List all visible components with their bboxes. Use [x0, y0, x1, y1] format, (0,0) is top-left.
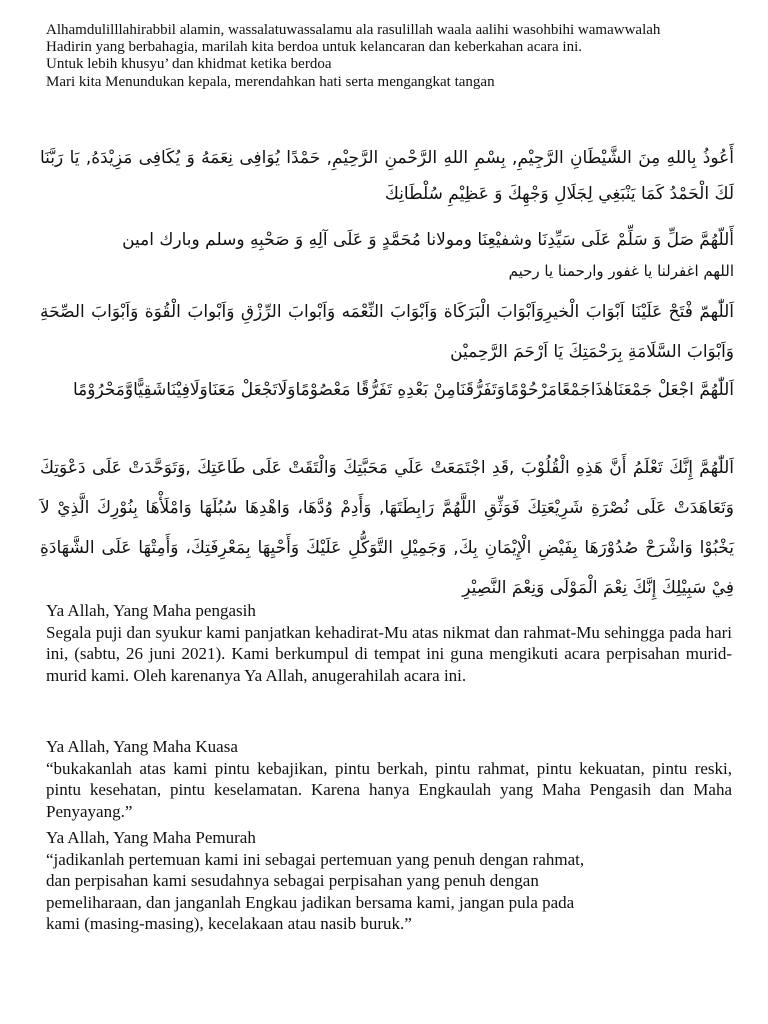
section-maha-pemurah	[46, 827, 732, 935]
arabic-shalawat: أَللّهُمَّ صَلِّ وَ سَلِّمْ عَلَى سَيِّدِنَا وشفيْعِنَا ومولانا مُحَمَّدٍ وَ عَلَى آلِهِ وَ صَحْبِهِ وسلم وبارك امين	[122, 230, 734, 250]
opening-line: Alhamdulilllahirabbil alamin, wassalatuwassalamu ala rasulillah waala aalihi wasohbihi wamawwalah	[46, 22, 661, 38]
arabic-istighfar: اللهم اغفرلنا يا غفور وارحمنا يا رحيم	[508, 262, 734, 280]
arabic-doa-pembuka-pintu: اَللّٰهمّ فْتَحْ عَلَيْنَا اَبْوَابَ الْخيرِوَاَبْوَابَ الْبَرَكَاة وَاَبْوَابَ النِّعْمَه وَاَبْوابَ الرِّزْقِ وَاَبْوابَ الْقُوَة وَاَبْوَابَ الصِّحَةِ وَاَبْوَابَ السَّلَامَةِ بِرَحْمَتِكَ يَا اَرْحَمَ الرَّحِميْن	[40, 302, 734, 362]
opening-line: Mari kita Menundukan kepala, merendahkan hati serta mengangkat tangan	[46, 73, 495, 90]
opening-line: Hadirin yang berbahagia, marilah kita berdoa untuk kelancaran dan keberkahan acara ini.	[46, 39, 583, 56]
section-paragraph: Segala puji dan syukur kami panjatkan kehadirat-Mu atas nikmat dan rahmat-Mu sehingga pada hari ini, (sabtu, 26 juni 2021). Kami berkumpul di tempat ini guna mengikuti acara perpisahan murid-murid kami. Oleh karenanya Ya Allah, anugerahilah acara ini.	[46, 622, 732, 685]
arabic-taawudz-hamdalah: أَعُوذُ بِاللهِ مِنَ الشَّيْطَانِ الرَّجِيْمِ, بِسْمِ اللهِ الرَّحْمنِ الرَّحِيْمِ, حَمْدًا يُوَافِى نِعَمَهُ وَ يُكَافِى مَزِيْدَهُ, يَا رَبَّنَا لَكَ الْحَمْدُ كَمَا يَنْبَغِي لِجَلَالِ وَجْهِكَ وَ عَظِيْمِ سُلْطَانِكَ	[40, 148, 734, 204]
section-heading: Ya Allah, Yang Maha pengasih	[46, 601, 256, 620]
section-paragraph: “bukakanlah atas kami pintu kebajikan, pintu berkah, pintu rahmat, pintu kekuatan, pintu reski, pintu kesehatan, pintu keselamatan. Karena hanya Engkaulah yang Maha Pengasih dan Maha Penyayang.”	[46, 758, 732, 821]
arabic-doa-perkumpulan: اَللّٰهُمَّ اجْعَلْ جَمْعَنَاهٰذَاجَمْعًامَرْحُوْمًاوَتَفَرُّقَنَامِنْ بَعْدِهِ تَفَرُّقًا مَعْصُوْمًاوَلَاتَجْعَلْ مَعَنَاوَلَافِيْنَاشَقِيًّاوَّمَحْرُوْمًا	[72, 380, 734, 400]
section-line: dan perpisahan kami sesudahnya sebagai perpisahan yang penuh dengan	[46, 871, 539, 890]
section-heading: Ya Allah, Yang Maha Kuasa	[46, 737, 238, 756]
opening-line: Untuk lebih khusyu’ dan khidmat ketika berdoa	[46, 56, 332, 73]
opening-paragraph	[46, 22, 736, 91]
section-maha-kuasa	[46, 736, 732, 822]
section-line: “jadikanlah pertemuan kami ini sebagai pertemuan yang penuh dengan rahmat,	[46, 849, 585, 869]
section-maha-pengasih	[46, 600, 732, 686]
section-heading: Ya Allah, Yang Maha Pemurah	[46, 828, 256, 847]
section-line: pemeliharaan, dan janganlah Engkau jadikan bersama kami, jangan pula pada	[46, 892, 575, 912]
arabic-doa-rabithah: اَللّٰهُمَّ إِنَّكَ تَعْلَمُ أَنَّ هَذِهِ الْقُلُوْبَ ,قَدِ اجْتَمَعَتْ عَلَي مَحَبَّتِكَ وَالْتَقَتْ عَلَى طَاعَتِكَ ,وَتَوَحَّدَتْ عَلَى دَعْوَتِكَ وَتَعَاهَدَتْ عَلَى نُصْرَةِ شَرِيْعَتِكَ فَوَثِّقِ اللَّهُمَّ رَابِطَتَهَا, وَأَدِمْ وُدَّهَا، وَاهْدِهَا سُبُلَهَا وَامْلَأْهَا بِنُوْرِكَ الَّذِيْ لاَ يَخْبُوْا وَاشْرَحْ صُدُوْرَهَا بِفَيْضِ الْإِيْمَانِ بِكَ, وَجَمِيْلِ التَّوَكُّلِ عَلَيْكَ وَأَحْيِهَا بِمَعْرِفَتِكَ، وَأَمِتْهَا عَلَى الشَّهَادَةِ فِيْ سَبِيْلِكَ إِنَّكَ نِعْمَ الْمَوْلَى وَنِعْمَ النَّصِيْرِ	[40, 458, 734, 598]
section-line: kami (masing-masing), kecelakaan atau nasib buruk.”	[46, 914, 412, 933]
